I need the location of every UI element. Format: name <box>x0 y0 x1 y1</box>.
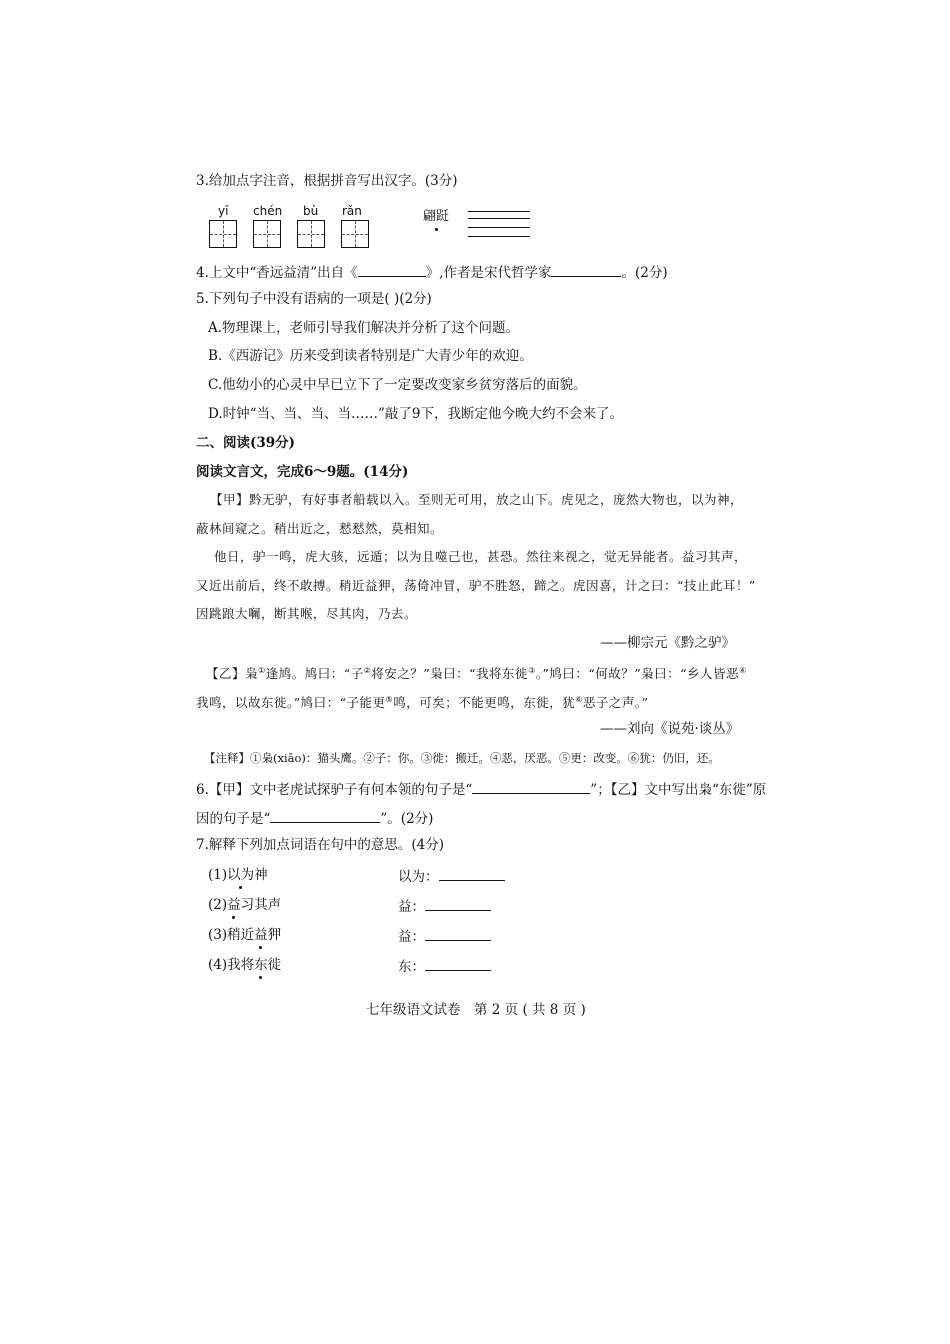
yi-sup-6: ⑥ <box>575 695 583 704</box>
q7-item-4-pre: 我将 <box>227 957 255 973</box>
q7-item-3-dotted: 益 <box>254 927 268 943</box>
jia-line-5: 因跳踉大㘎，断其喉，尽其肉，乃去。 <box>196 606 418 621</box>
q5-option-d: D.时钟“当、当、当、当……”敲了9下，我断定他今晚大约不会来了。 <box>208 406 624 422</box>
writing-grid-2[interactable] <box>253 220 281 248</box>
question-4 <box>196 262 668 282</box>
pinyin-4: rǎn <box>342 204 362 218</box>
yi-line1-b: 逢鸠。鸠曰：“子 <box>265 666 364 682</box>
jia-line-2: 蔽林间窥之。稍出近之，慭慭然，莫相知。 <box>196 521 444 536</box>
q7-item-2 <box>208 896 281 914</box>
writing-grid-4[interactable] <box>341 220 369 248</box>
q4-part2: 》,作者是宋代哲学家 <box>425 265 552 281</box>
dotted-word <box>423 208 449 226</box>
yi-sup-2: ② <box>363 666 372 675</box>
q7-item-1-post: 神 <box>254 867 268 883</box>
q7-answer-2 <box>398 896 491 916</box>
q7-item-3-num: (3) <box>208 927 228 943</box>
q7-answer-4-label: 东： <box>398 959 425 975</box>
q5-option-c: C.他幼小的心灵中早已立下了一定要改变家乡贫穷落后的面貌。 <box>208 377 587 393</box>
yi-sup-5: ⑤ <box>385 695 394 704</box>
q7-item-1 <box>208 866 268 884</box>
q6-blank-2[interactable] <box>270 808 380 823</box>
q7-item-4-post: 徙 <box>267 957 282 973</box>
jia-source: ——柳宗元《黔之驴》 <box>600 635 735 651</box>
yi-line2-a: 我鸣，以故东徙。”鸠曰：“子能更 <box>196 695 386 711</box>
q7-item-4-dotted: 东 <box>254 957 268 973</box>
q7-item-4-num: (4) <box>208 957 228 973</box>
q6-part3: 因的句子是“ <box>196 811 271 827</box>
yi-line1-d: 。”鸠曰：“何故？”枭曰：“乡人皆恶 <box>535 666 740 682</box>
yi-line1-c: 将安之？”枭曰：“我将东徙 <box>371 666 529 682</box>
yi-source: ——刘向《说苑·谈丛》 <box>600 721 740 737</box>
question-7-stem: 7.解释下列加点词语在句中的意思。(4分) <box>196 837 445 853</box>
yi-line2-c: 恶子之声。” <box>582 695 649 711</box>
q6-part2: ”；【乙】文中写出枭“东徙”原 <box>590 782 767 798</box>
q7-answer-2-blank[interactable] <box>425 896 491 911</box>
dotted-word-text: 翩跹 <box>423 209 450 224</box>
yi-line2-b: 鸣，可矣；不能更鸣，东徙，犹 <box>393 695 576 711</box>
yi-line1-a: 【乙】枭 <box>206 666 259 682</box>
q7-answer-1-blank[interactable] <box>439 866 505 881</box>
pinyin-2: chén <box>253 204 283 218</box>
yi-line-2 <box>196 691 649 712</box>
answer-line-1[interactable] <box>468 211 530 212</box>
yi-sup-3: ③ <box>528 666 536 675</box>
writing-grid-1[interactable] <box>209 220 237 248</box>
question-5-stem: 5.下列句子中没有语病的一项是( )(2分) <box>196 291 432 307</box>
q4-part1: 4.上文中“香远益清”出自《 <box>196 265 358 281</box>
q6-part4: ”。(2分) <box>380 811 434 827</box>
question-3-stem: 3.给加点字注音，根据拼音写出汉字。(3分) <box>196 173 458 189</box>
yi-sup-1: ① <box>258 666 266 675</box>
q7-item-2-dotted: 益 <box>227 897 241 913</box>
q7-item-3-post: 狎 <box>267 927 282 943</box>
q7-answer-2-label: 益： <box>398 899 425 915</box>
q7-item-2-num: (2) <box>208 897 228 913</box>
pinyin-1: yī <box>218 204 229 218</box>
yi-sup-4: ④ <box>739 666 747 675</box>
q7-item-4 <box>208 956 281 974</box>
q7-answer-1-label: 以为： <box>398 869 439 885</box>
page-footer: 七年级语文试卷 第 2 页 ( 共 8 页 ) <box>366 1002 586 1018</box>
annotation-notes: 【注释】①枭(xiāo)：猫头鹰。②子：你。③徙：搬迁。④恶，厌恶。⑤更：改变。⑥犹：仍旧，还。 <box>204 751 720 765</box>
jia-line-1: 【甲】黔无驴，有好事者船载以入。至则无可用，放之山下。虎见之，庞然大物也，以为神， <box>210 492 744 507</box>
q6-part1: 6.【甲】文中老虎试探驴子有何本领的句子是“ <box>196 782 473 798</box>
q7-answer-4 <box>398 956 491 976</box>
q6-blank-1[interactable] <box>472 779 590 794</box>
jia-line-4: 又近出前后，终不敢搏。稍近益狎，荡倚冲冒，驴不胜怒，蹄之。虎因喜，计之曰：“技止此耳！” <box>196 578 756 593</box>
q7-answer-1 <box>398 866 505 886</box>
section-2-title: 二、阅读(39分) <box>196 435 296 451</box>
q7-item-1-dotted: 以为 <box>227 867 255 883</box>
section-2-intro: 阅读文言文，完成6～9题。(14分) <box>196 464 409 480</box>
q7-item-2-post: 习其声 <box>240 897 282 913</box>
q4-blank-1[interactable] <box>358 262 426 277</box>
yi-line-1 <box>206 662 747 683</box>
pinyin-3: bù <box>303 204 319 218</box>
q7-item-3 <box>208 926 281 944</box>
q7-answer-4-blank[interactable] <box>425 956 491 971</box>
writing-grid-3[interactable] <box>297 220 325 248</box>
answer-line-3[interactable] <box>468 227 530 228</box>
q7-item-3-pre: 稍近 <box>227 927 255 943</box>
answer-line-4[interactable] <box>468 236 530 237</box>
q5-option-a: A.物理课上，老师引导我们解决并分析了这个问题。 <box>208 320 520 336</box>
q5-option-b: B.《西游记》历来受到读者特别是广大青少年的欢迎。 <box>208 348 533 364</box>
question-6-line-1 <box>196 779 766 799</box>
q7-answer-3 <box>398 926 491 946</box>
answer-line-2[interactable] <box>468 218 530 219</box>
q4-part3: 。(2分) <box>621 265 668 281</box>
jia-line-3: 他日，驴一鸣，虎大骇，远遁；以为且噬己也，甚恐。然往来视之，觉无异能者。益习其声， <box>214 549 748 564</box>
q4-blank-2[interactable] <box>551 262 621 277</box>
q7-item-1-num: (1) <box>208 867 228 883</box>
q7-answer-3-label: 益： <box>398 929 425 945</box>
question-6-line-2 <box>196 808 433 828</box>
q7-answer-3-blank[interactable] <box>425 926 491 941</box>
